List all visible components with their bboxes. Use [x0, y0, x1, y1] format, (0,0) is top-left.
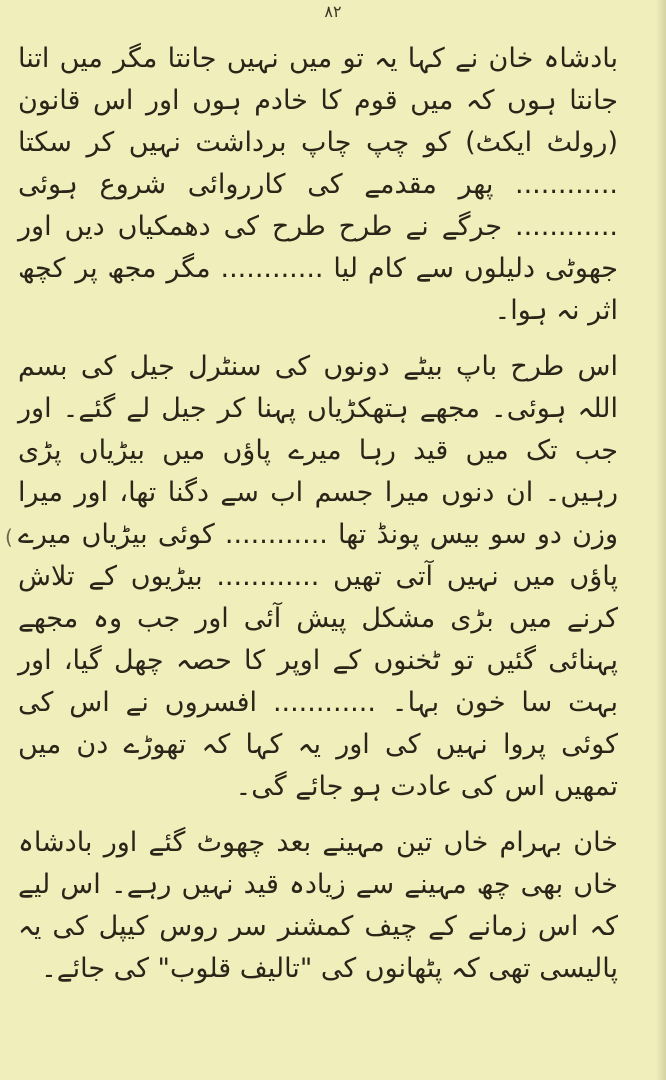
paragraph-1: بادشاہ خان نے کہا یہ تو میں نہیں جانتا مگر میں اتنا جانتا ہوں کہ میں قوم کا خادم ہوں اور اس قانون (رولٹ ایکٹ) کو چپ چاپ برداشت نہیں کر سکتا ............ پھر مقدمے کی کارروائی شروع ہوئی ............ جرگے نے طرح طرح کی دھمکیاں دیں اور جھوٹی دلیلوں سے کام لیا ............ مگر مجھ پر کچھ اثر نہ ہوا۔ [18, 43, 618, 326]
paragraph-3: خان بہرام خاں تین مہینے بعد چھوٹ گئے اور بادشاہ خاں بھی چھ مہینے سے زیادہ قید نہیں رہے۔ اس لیے کہ اس زمانے کے چیف کمشنر سر روس کیپل کی یہ پالیسی تھی کہ پٹھانوں کی "تالیف قلوب" کی جائے۔ [18, 827, 618, 984]
page-number: ۸۲ [324, 2, 342, 21]
body-text [18, 38, 618, 990]
page-edge-shadow [656, 0, 666, 1080]
margin-mark: ( [5, 525, 13, 549]
paragraph-2: اس طرح باپ بیٹے دونوں کی سنٹرل جیل کی بسم اللہ ہوئی۔ مجھے ہتھکڑیاں پہنا کر جیل لے گئے۔ اور جب تک میں قید رہا میرے پاؤں میں بیڑیاں پڑی رہیں۔ ان دنوں میرا جسم اب سے دگنا تھا، اور میرا وزن دو سو بیس پونڈ تھا ............ کوئی بیڑیاں میرے پاؤں میں نہیں آتی تھیں ............ بیڑیوں کے تلاش کرنے میں بڑی مشکل پیش آئی اور جب وہ مجھے پہنائی گئیں تو ٹخنوں کے اوپر کا حصہ چھل گیا، اور بہت سا خون بہا۔ ............ افسروں نے اس کی کوئی پروا نہیں کی اور یہ کہا کہ تھوڑے دن میں تمھیں اس کی عادت ہو جائے گی۔ [18, 351, 618, 802]
